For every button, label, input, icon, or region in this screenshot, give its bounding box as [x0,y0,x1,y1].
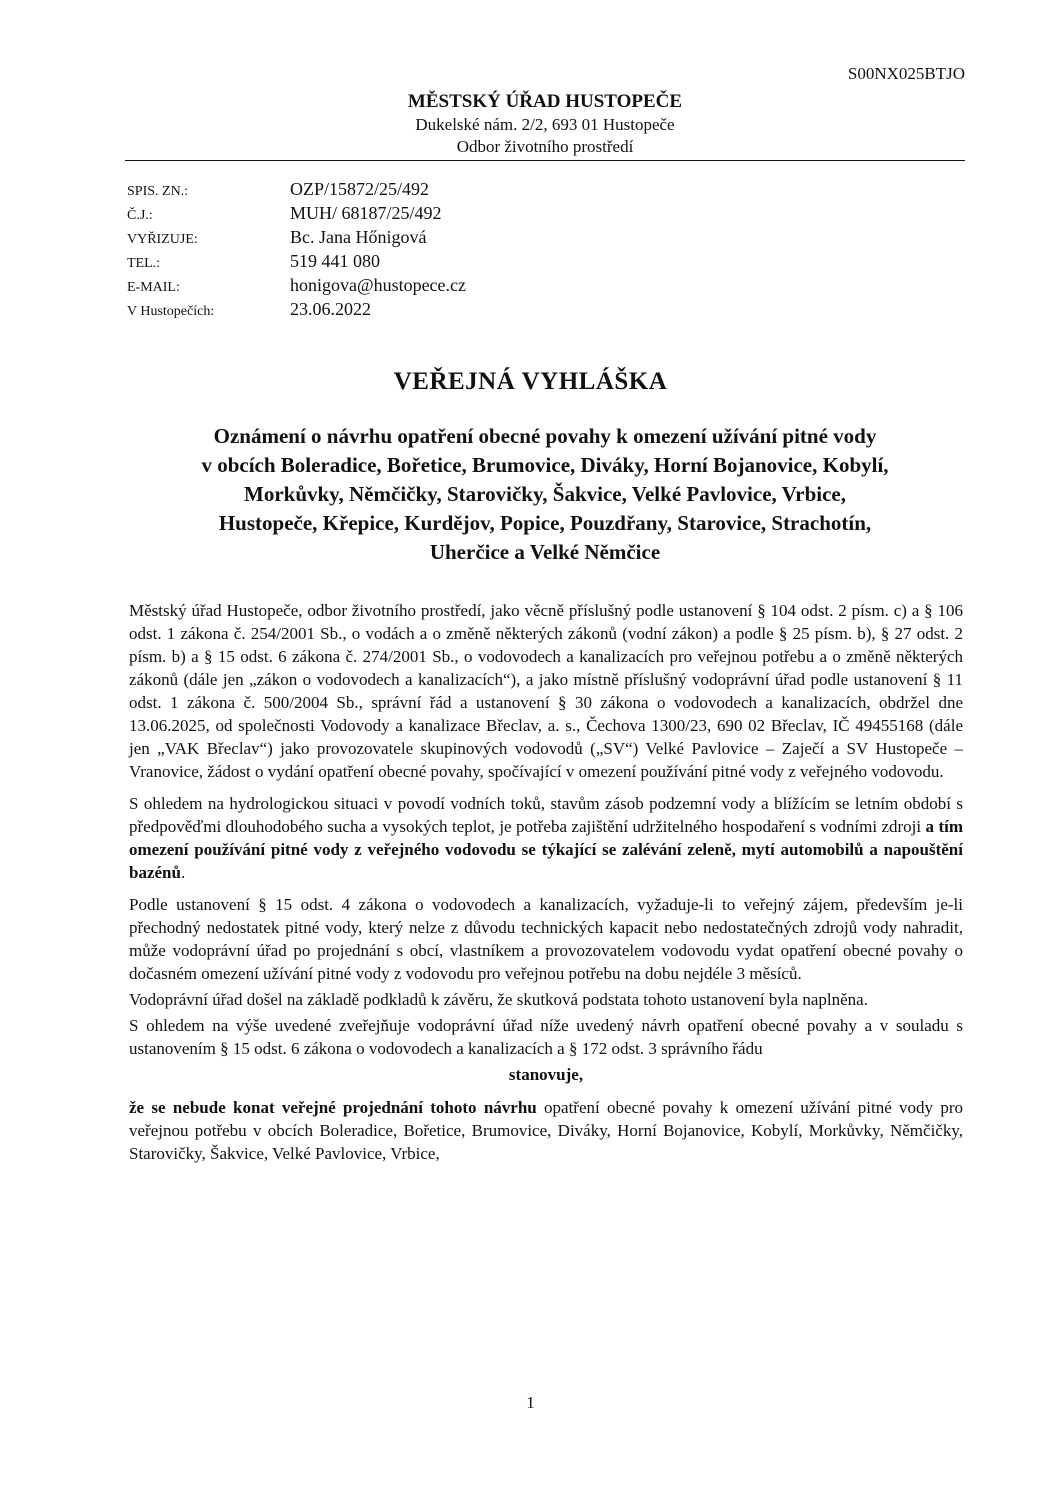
document-code: S00NX025BTJO [847,64,965,83]
meta-row [127,227,466,251]
meta-label: VYŘIZUJE: [127,232,198,247]
paragraph-legal-basis: Podle ustanovení § 15 odst. 4 zákona o vodovodech a kanalizacích, vyžaduje-li to veřejný zájem, především je-li přechodný nedostatek pitné vody, který nelze z důvodu technických kapacit nebo nedostatečných zdrojů vody nahradit, může vodoprávní úřad po projednání s obcí, vlastníkem a provozovatelem vodovodu vydat opatření obecné povahy o dočasném omezení užívání pitné vody z vodovodu pro veřejnou potřebu na dobu nejdéle 3 měsíců. [129,895,963,983]
meta-value: honigova@hustopece.cz [290,275,467,295]
paragraph-decision [129,1096,963,1165]
meta-row [127,299,466,323]
document-subtitle [100,422,990,567]
document-title: VEŘEJNÁ VYHLÁŠKA [393,368,668,395]
document-body [129,599,963,1174]
meta-value: MUH/ 68187/25/492 [290,203,442,223]
subtitle-line: Hustopeče, Křepice, Kurdějov, Popice, Pouzdřany, Starovice, Strachotín, [218,511,872,535]
office-name: MĚSTSKÝ ÚŘAD HUSTOPEČE [407,91,683,112]
meta-value: 519 441 080 [290,251,380,271]
page-number: 1 [526,1393,535,1412]
meta-label: Č.J.: [127,208,153,223]
meta-row [127,251,466,275]
meta-label: SPIS. ZN.: [127,184,189,199]
paragraph-emphasis: že se nebude konat veřejné projednání tohoto návrhu [129,1098,537,1117]
paragraph-conclusion: Vodoprávní úřad došel na základě podkladů k závěru, že skutková podstata tohoto ustanovení byla naplněna. [129,990,868,1009]
meta-value: 23.06.2022 [290,299,371,319]
subtitle-line: Oznámení o návrhu opatření obecné povahy k omezení užívání pitné vody [213,424,877,448]
meta-row [127,275,466,299]
paragraph-emphasis: a tím omezení používání pitné vody z veřejného vodovodu se týkající se zalévání zeleně, mytí automobilů a napouštění bazénů [129,817,964,882]
paragraph-situation [129,792,963,884]
subtitle-line: Uherčice a Velké Němčice [429,540,661,564]
letterhead [125,90,965,158]
meta-value: OZP/15872/25/492 [290,179,430,199]
reference-block [127,179,466,323]
paragraph-publication: S ohledem na výše uvedené zveřejňuje vodoprávní úřad níže uvedený návrh opatření obecné povahy a v souladu s ustanovením § 15 odst. 6 zákona o vodovodech a kanalizacích a § 172 odst. 3 správního řádu [129,1016,963,1058]
meta-label: E-MAIL: [127,280,180,295]
office-address: Dukelské nám. 2/2, 693 01 Hustopeče [415,115,675,134]
paragraph-text: . [180,863,186,882]
meta-value: Bc. Jana Hőnigová [290,227,427,247]
office-department: Odbor životního prostředí [456,137,634,156]
paragraph-text: opatření obecné povahy k omezení užívání pitné vody pro veřejnou potřebu v obcích Boleradice, Bořetice, Brumovice, Diváky, Horní Bojanovice, Kobylí, Morkůvky, Němčičky, Starovičky, Šakvice, Velké Pavlovice, Vrbice, [129,1098,963,1163]
meta-row [127,179,466,203]
subtitle-line: v obcích Boleradice, Bořetice, Brumovice, Diváky, Horní Bojanovice, Kobylí, [201,453,889,477]
meta-label: TEL.: [127,256,161,271]
header-divider [125,160,965,161]
subtitle-line: Morkůvky, Němčičky, Starovičky, Šakvice, Velké Pavlovice, Vrbice, [244,482,846,506]
meta-label: V Hustopečích: [127,304,215,319]
paragraph-text: S ohledem na hydrologickou situaci v povodí vodních toků, stavům zásob podzemní vody a blížícím se letním období s předpověďmi dlouhodobého sucha a vysokých teplot, je potřeba zajištění udržitelného hospodaření s vodními zdroji [129,794,963,836]
paragraph-intro: Městský úřad Hustopeče, odbor životního prostředí, jako věcně příslušný podle ustanovení § 104 odst. 2 písm. c) a § 106 odst. 1 zákona č. 254/2001 Sb., o vodách a o změně některých zákonů (vodní zákon) a podle § 25 písm. b), § 27 odst. 2 písm. b) a § 15 odst. 6 zákona č. 274/2001 Sb., o vodovodech a kanalizacích pro veřejnou potřebu a o změně některých zákonů (dále jen „zákon o vodovodech a kanalizacích“), a jako místně příslušný vodoprávní úřad podle ustanovení § 11 odst. 1 zákona č. 500/2004 Sb., správní řád a ustanovení § 30 zákona o vodovodech a kanalizacích, obdržel dne 13.06.2025, od společnosti Vodovody a kanalizace Břeclav, a. s., Čechova 1300/23, 690 02 Břeclav, IČ 49455168 (dále jen „VAK Břeclav“) jako provozovatele skupinových vodovodů („SV“) Velké Pavlovice – Zaječí a SV Hustopeče – Vranovice, žádost o vydání opatření obecné povahy, spočívající v omezení používání pitné vody z veřejného vodovodu. [129,601,963,781]
meta-row [127,203,466,227]
decision-heading: stanovuje, [508,1065,584,1084]
